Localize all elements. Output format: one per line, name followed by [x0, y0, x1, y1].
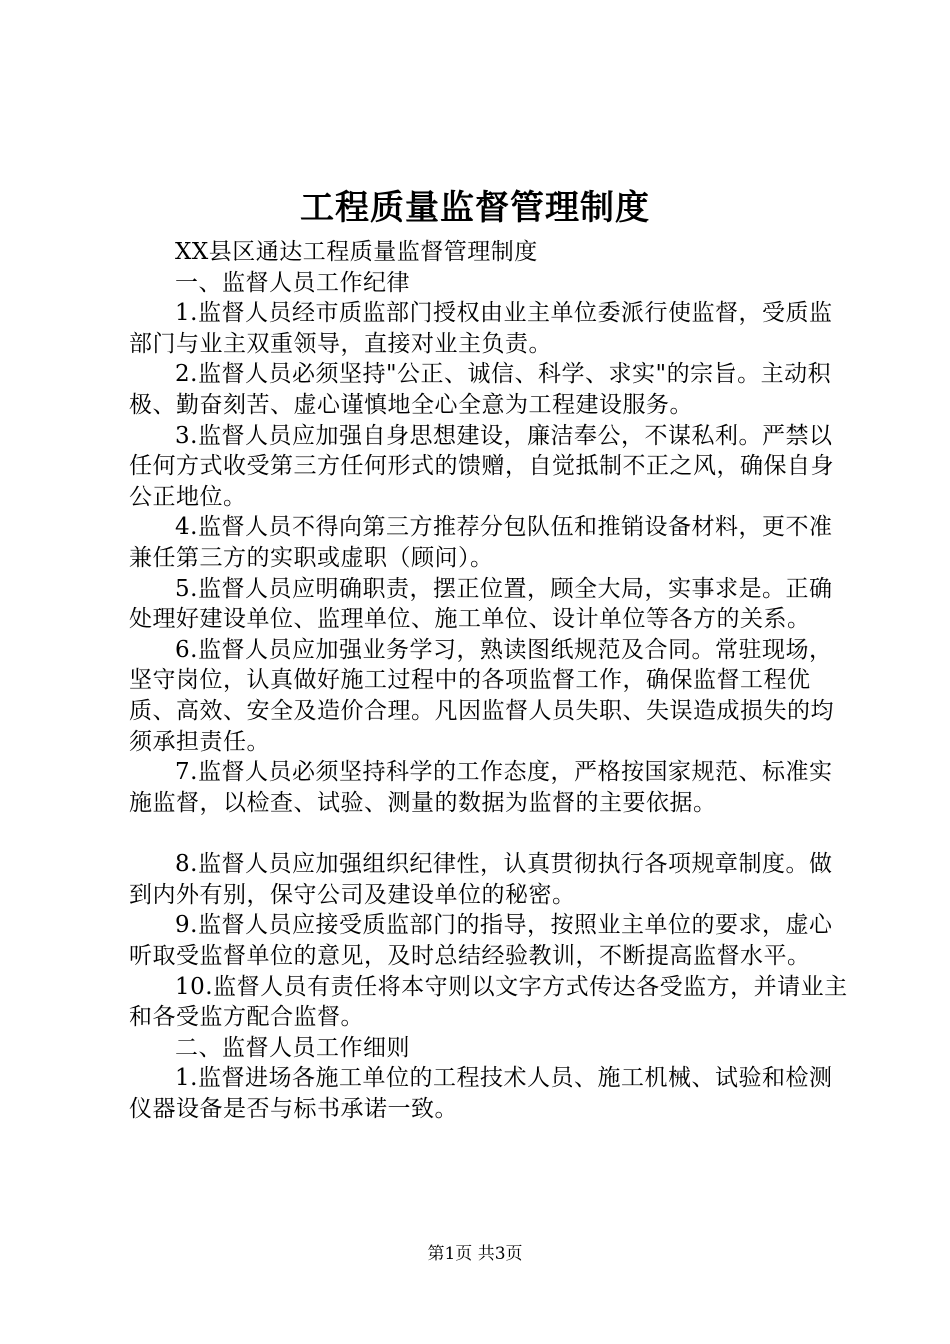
- rule-item-2: 2.监督人员必须坚持"公正、诚信、科学、求实"的宗旨。主动积极、勤奋刻苦、虚心谨慎地全心全意为工程建设服务。: [129, 361, 832, 418]
- rule-item-3: 3.监督人员应加强自身思想建设，廉洁奉公，不谋私利。严禁以任何方式收受第三方任何形式的馈赠，自觉抵制不正之风，确保自身公正地位。: [129, 422, 834, 510]
- rule-item-9: 9.监督人员应接受质监部门的指导，按照业主单位的要求，虚心听取受监督单位的意见，及时总结经验教训，不断提高监督水平。: [129, 912, 833, 970]
- paragraph-subtitle: XX县区通达工程质量监督管理制度: [175, 239, 538, 265]
- section-heading-1: 一、监督人员工作纪律: [175, 269, 410, 296]
- document-title: 工程质量监督管理制度: [300, 188, 650, 228]
- section-heading-2: 二、监督人员工作细则: [175, 1034, 410, 1061]
- rule-item-6: 6.监督人员应加强业务学习，熟读图纸规范及合同。常驻现场，坚守岗位，认真做好施工过程中的各项监督工作，确保监督工程优质、高效、安全及造价合理。凡因监督人员失职、失误造成损失的均须承担责任。: [129, 636, 834, 755]
- paragraph-gap: [129, 818, 849, 849]
- document-body: [129, 237, 849, 1125]
- rule-item-1: 1.监督人员经市质监部门授权由业主单位委派行使监督，受质监部门与业主双重领导，直接对业主负责。: [129, 300, 833, 357]
- detail-item-1: 1.监督进场各施工单位的工程技术人员、施工机械、试验和检测仪器设备是否与标书承诺一致。: [129, 1065, 833, 1123]
- rule-item-7: 7.监督人员必须坚持科学的工作态度，严格按国家规范、标准实施监督，以检查、试验、测量的数据为监督的主要依据。: [129, 759, 833, 816]
- rule-item-10: 10.监督人员有责任将本守则以文字方式传达各受监方，并请业主和各受监方配合监督。: [129, 973, 848, 1031]
- rule-item-5: 5.监督人员应明确职责，摆正位置，顾全大局，实事求是。正确处理好建设单位、监理单位、施工单位、设计单位等各方的关系。: [129, 575, 833, 633]
- rule-item-8: 8.监督人员应加强组织纪律性，认真贯彻执行各项规章制度。做到内外有别，保守公司及建设单位的秘密。: [129, 851, 833, 908]
- page-footer: 第1页 共3页: [427, 1244, 523, 1264]
- rule-item-4: 4.监督人员不得向第三方推荐分包队伍和推销设备材料，更不准兼任第三方的实职或虚职（顾问）。: [129, 514, 833, 571]
